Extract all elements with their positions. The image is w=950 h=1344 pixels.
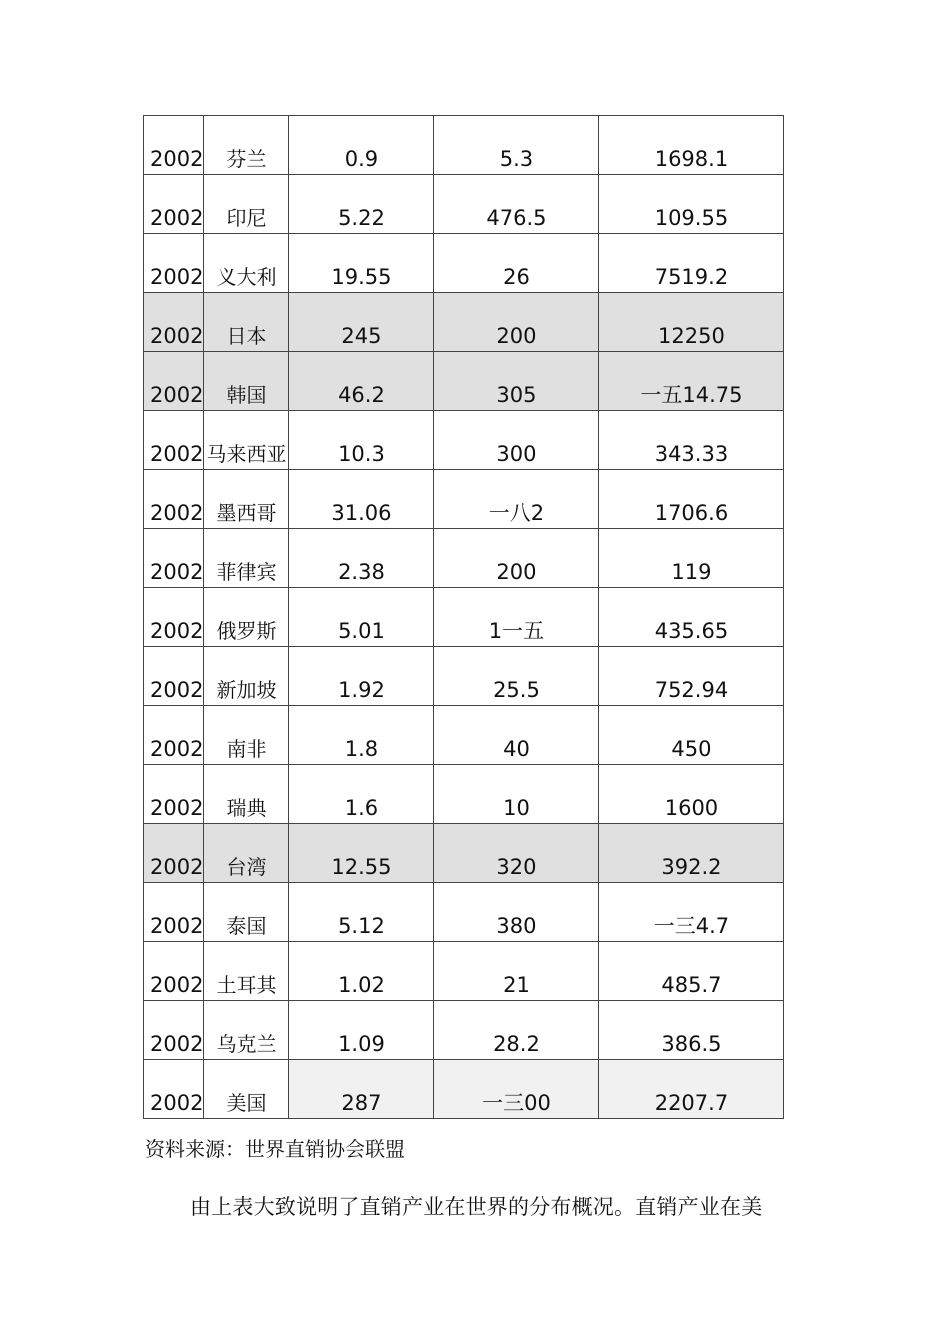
value-cell-2: 26 [434, 234, 599, 293]
source-note: 资料来源：世界直销协会联盟 [145, 1137, 405, 1161]
table-row [144, 1001, 784, 1060]
value-cell-3: 119 [599, 529, 784, 588]
country-cell: 美国 [204, 1060, 289, 1119]
country-cell: 韩国 [204, 352, 289, 411]
value-cell-1: 1.6 [289, 765, 434, 824]
value-cell-2: 476.5 [434, 175, 599, 234]
country-cell: 芬兰 [204, 116, 289, 175]
year-cell: 2002 [144, 647, 204, 706]
value-cell-1: 287 [289, 1060, 434, 1119]
value-cell-3: 2207.7 [599, 1060, 784, 1119]
value-cell-3: 7519.2 [599, 234, 784, 293]
value-cell-2: 380 [434, 883, 599, 942]
year-cell: 2002 [144, 1060, 204, 1119]
value-cell-3: 450 [599, 706, 784, 765]
year-cell: 2002 [144, 175, 204, 234]
table-body [144, 116, 784, 1119]
value-cell-1: 46.2 [289, 352, 434, 411]
country-cell: 瑞典 [204, 765, 289, 824]
table-row [144, 293, 784, 352]
value-cell-2: 28.2 [434, 1001, 599, 1060]
value-cell-1: 0.9 [289, 116, 434, 175]
value-cell-1: 2.38 [289, 529, 434, 588]
value-cell-1: 1.09 [289, 1001, 434, 1060]
data-table [143, 115, 784, 1119]
value-cell-1: 5.22 [289, 175, 434, 234]
value-cell-2: 1一五 [434, 588, 599, 647]
year-cell: 2002 [144, 1001, 204, 1060]
table-row [144, 470, 784, 529]
country-cell: 南非 [204, 706, 289, 765]
year-cell: 2002 [144, 411, 204, 470]
body-paragraph: 由上表大致说明了直销产业在世界的分布概况。直销产业在美 [190, 1195, 763, 1219]
table-row [144, 647, 784, 706]
value-cell-2: 320 [434, 824, 599, 883]
country-cell: 日本 [204, 293, 289, 352]
country-cell: 印尼 [204, 175, 289, 234]
table-row [144, 529, 784, 588]
year-cell: 2002 [144, 293, 204, 352]
value-cell-3: 485.7 [599, 942, 784, 1001]
value-cell-2: 40 [434, 706, 599, 765]
table-row [144, 1060, 784, 1119]
value-cell-1: 31.06 [289, 470, 434, 529]
value-cell-3: 一五14.75 [599, 352, 784, 411]
value-cell-2: 10 [434, 765, 599, 824]
value-cell-3: 109.55 [599, 175, 784, 234]
table-row [144, 765, 784, 824]
value-cell-2: 5.3 [434, 116, 599, 175]
country-cell: 墨西哥 [204, 470, 289, 529]
country-cell: 俄罗斯 [204, 588, 289, 647]
value-cell-1: 10.3 [289, 411, 434, 470]
value-cell-1: 1.8 [289, 706, 434, 765]
value-cell-2: 200 [434, 529, 599, 588]
table-row [144, 824, 784, 883]
year-cell: 2002 [144, 588, 204, 647]
table-row [144, 706, 784, 765]
year-cell: 2002 [144, 529, 204, 588]
year-cell: 2002 [144, 942, 204, 1001]
value-cell-3: 1698.1 [599, 116, 784, 175]
country-cell: 泰国 [204, 883, 289, 942]
value-cell-2: 305 [434, 352, 599, 411]
year-cell: 2002 [144, 824, 204, 883]
value-cell-3: 435.65 [599, 588, 784, 647]
value-cell-1: 12.55 [289, 824, 434, 883]
country-cell: 义大利 [204, 234, 289, 293]
year-cell: 2002 [144, 706, 204, 765]
table-row [144, 234, 784, 293]
country-cell: 土耳其 [204, 942, 289, 1001]
value-cell-2: 25.5 [434, 647, 599, 706]
value-cell-1: 5.12 [289, 883, 434, 942]
value-cell-3: 12250 [599, 293, 784, 352]
table-row [144, 883, 784, 942]
value-cell-2: 一八2 [434, 470, 599, 529]
country-cell: 菲律宾 [204, 529, 289, 588]
value-cell-2: 一三00 [434, 1060, 599, 1119]
year-cell: 2002 [144, 765, 204, 824]
country-cell: 乌克兰 [204, 1001, 289, 1060]
table-row [144, 116, 784, 175]
value-cell-3: 1600 [599, 765, 784, 824]
value-cell-2: 200 [434, 293, 599, 352]
country-cell: 马来西亚 [204, 411, 289, 470]
value-cell-1: 245 [289, 293, 434, 352]
value-cell-1: 5.01 [289, 588, 434, 647]
value-cell-3: 1706.6 [599, 470, 784, 529]
value-cell-3: 392.2 [599, 824, 784, 883]
year-cell: 2002 [144, 234, 204, 293]
table-row [144, 411, 784, 470]
value-cell-1: 19.55 [289, 234, 434, 293]
year-cell: 2002 [144, 352, 204, 411]
value-cell-1: 1.02 [289, 942, 434, 1001]
table-row [144, 942, 784, 1001]
value-cell-2: 300 [434, 411, 599, 470]
value-cell-2: 21 [434, 942, 599, 1001]
value-cell-1: 1.92 [289, 647, 434, 706]
year-cell: 2002 [144, 883, 204, 942]
value-cell-3: 343.33 [599, 411, 784, 470]
table-row [144, 175, 784, 234]
table-row [144, 588, 784, 647]
country-cell: 新加坡 [204, 647, 289, 706]
table-row [144, 352, 784, 411]
value-cell-3: 752.94 [599, 647, 784, 706]
year-cell: 2002 [144, 470, 204, 529]
value-cell-3: 一三4.7 [599, 883, 784, 942]
value-cell-3: 386.5 [599, 1001, 784, 1060]
country-cell: 台湾 [204, 824, 289, 883]
year-cell: 2002 [144, 116, 204, 175]
